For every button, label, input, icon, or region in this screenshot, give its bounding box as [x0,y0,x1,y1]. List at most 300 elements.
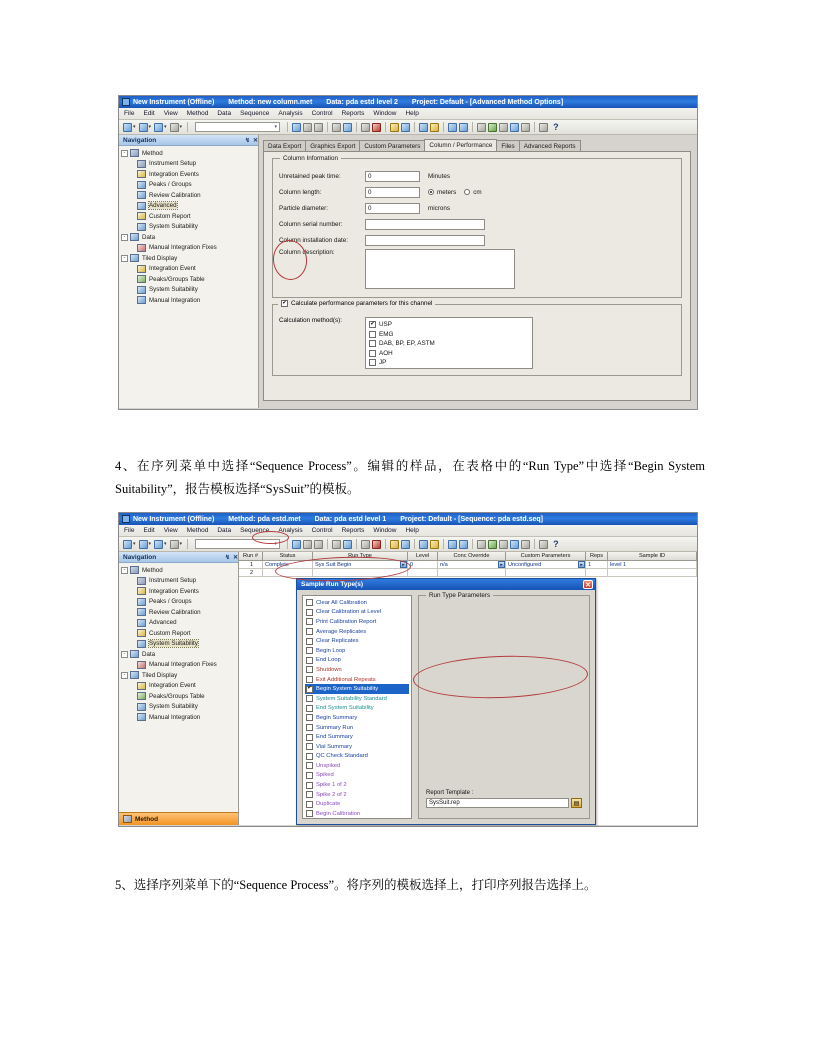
checkbox-dab-bp-ep-astm[interactable] [369,340,376,347]
menu-item-sequence[interactable]: Sequence [240,527,270,534]
grid-column-level[interactable]: Level [408,552,438,560]
calculation-method-label: USP [379,321,392,329]
toolbar-2[interactable] [119,537,697,552]
run-type-item-summary-run[interactable] [305,723,409,733]
nav-item-manual-integration-fixes[interactable] [121,243,258,254]
cut-icon[interactable] [292,540,301,549]
toolbar-1[interactable] [119,120,697,135]
pin-icon[interactable]: ↯ [244,137,250,144]
pin-icon[interactable]: ↯ [224,554,230,561]
new-icon[interactable] [123,123,132,132]
calculation-method-row[interactable] [369,339,529,349]
save-icon[interactable] [154,540,163,549]
unretained-peak-time-input[interactable]: 0 [365,171,420,182]
tree-expander-icon[interactable]: - [121,255,128,262]
checkbox-end-system-suitability[interactable] [306,705,313,712]
close-icon[interactable]: ✕ [232,554,238,561]
copy-icon[interactable] [303,123,312,132]
cell-status[interactable] [263,561,313,568]
new-icon[interactable] [123,540,132,549]
nav-item-review-calibration[interactable] [121,190,258,201]
tabstrip-1[interactable] [259,138,697,151]
column-serial-number-input[interactable] [365,219,485,230]
calibration-icon [137,191,146,199]
run-type-item-begin-loop[interactable] [305,646,409,656]
nav-item-system-suitability[interactable] [121,285,258,296]
titlebar-data: Data: pda estd level 1 [314,515,387,523]
chromatogram-icon[interactable] [448,123,457,132]
chromatogram-icon[interactable] [448,540,457,549]
unit-meters-radio[interactable] [428,189,434,195]
toolbar-divider [443,539,444,549]
tab-advanced-reports[interactable]: Advanced Reports [519,140,581,151]
cell-custom-parameters[interactable] [506,569,586,576]
tab-column-performance[interactable]: Column / Performance [424,139,497,151]
cell-level[interactable] [408,561,438,568]
calculation-method-label: DAB, BP, EP, ASTM [379,340,435,348]
checkbox-qc-check-standard[interactable] [306,753,313,760]
calculation-method-row[interactable] [369,320,529,330]
calculation-method-row[interactable] [369,349,529,359]
checkbox-begin-summary[interactable] [306,714,313,721]
grid-column-conc-override[interactable]: Conc Override [438,552,506,560]
run-type-item-begin-system-suitability[interactable] [305,684,409,694]
nav-item-manual-integration[interactable] [121,295,258,306]
open-dropdown-icon[interactable]: ▾ [148,124,152,130]
edit-report-icon[interactable] [430,123,439,132]
nav-item-method[interactable] [121,565,238,576]
column-serial-number-label: Column serial number: [279,220,343,228]
nav-item-manual-integration-fixes[interactable] [121,660,238,671]
cell-reps[interactable] [586,561,608,568]
run-type-parameters-group [418,592,590,819]
toolbar-divider [534,539,535,549]
checkbox-system-suitability-standard[interactable] [306,695,313,702]
particle-diameter-input[interactable]: 0 [365,203,420,214]
run-icon[interactable] [488,123,497,132]
clock-icon[interactable] [521,123,530,132]
run-type-item-clear-replicates[interactable] [305,636,409,646]
column-description-input[interactable] [365,249,515,289]
integration-events-icon[interactable] [361,540,370,549]
help-icon[interactable]: ? [553,122,559,132]
run-icon[interactable] [488,540,497,549]
single-run-icon[interactable] [510,540,519,549]
checkbox-clear-replicates[interactable] [306,638,313,645]
cell-text: 1 [249,561,254,568]
custom-report-icon[interactable] [390,540,399,549]
run-type-item-end-loop[interactable] [305,656,409,666]
cell-text: n/a [440,561,448,568]
menu-item-reports[interactable]: Reports [341,527,365,534]
copy-icon[interactable] [303,540,312,549]
cell-text: 0 [410,561,414,568]
toolbar-divider [356,539,357,549]
nav-item-label: System Suitability [149,703,198,711]
calculate-performance-checkbox-wrap[interactable] [278,300,435,307]
run-type-item-clear-all-calibration[interactable] [305,598,409,608]
sequence-grid-body[interactable] [239,561,697,577]
tree-expander-icon[interactable]: - [121,672,128,679]
nav-item-tiled-display[interactable] [121,253,258,264]
method-status-bar[interactable] [119,812,238,825]
tree-expander-icon[interactable]: - [121,150,128,157]
menu-item-view[interactable]: View [163,110,178,117]
checkbox-shutdown[interactable] [306,666,313,673]
checkbox-duplicate[interactable] [306,801,313,808]
grid-column-run-type[interactable]: Run Type [313,552,408,560]
report-template-input[interactable]: SysSuit.rep [426,798,569,808]
tools-icon[interactable] [539,123,548,132]
run-type-item-vial-summary[interactable] [305,742,409,752]
nav-item-label: Manual Integration [149,296,201,304]
cell-conc-override[interactable] [438,569,506,576]
instrument-setup-icon[interactable] [332,540,341,549]
instruction-paragraph-4: 4、在序列菜单中选择“Sequence Process”。编辑的样品，在表格中的“Run Type”中选择“Begin System Suitability”，报告模板选择“SysSuit”的模板。 [115,459,705,496]
run-type-item-print-calibration-report[interactable] [305,617,409,627]
nav-item-label: Instrument Setup [149,160,197,168]
run-type-label: Print Calibration Report [316,618,377,625]
tree-expander-icon[interactable]: - [121,651,128,658]
run-type-item-shutdown[interactable] [305,665,409,675]
checkbox-end-summary[interactable] [306,734,313,741]
tree-expander-icon[interactable]: - [121,567,128,574]
menu-item-edit[interactable]: Edit [143,110,155,117]
checkbox-clear-all-calibration[interactable] [306,599,313,606]
cell-text: Unconfigured [508,561,542,568]
toolbar-divider [472,539,473,549]
print-dropdown-icon[interactable]: ▾ [179,541,183,547]
checkbox-spike-1-of-2[interactable] [306,782,313,789]
nav-item-data[interactable] [121,649,238,660]
peaks-groups-icon[interactable] [343,540,352,549]
review-calibration-icon[interactable] [401,540,410,549]
window-titlebar-1 [119,96,697,108]
stop-icon[interactable] [477,123,486,132]
menu-item-method[interactable]: Method [186,527,209,534]
close-icon[interactable]: ✕ [252,137,258,144]
menu-item-data[interactable]: Data [217,527,232,534]
checkbox-begin-system-suitability[interactable] [306,686,313,693]
menu-item-help[interactable]: Help [405,110,419,117]
unretained-peak-time-label: Unretained peak time: [279,172,341,180]
peaks-groups-icon[interactable] [343,123,352,132]
cell-level[interactable] [408,569,438,576]
grid-column-run[interactable]: Run # [239,552,263,560]
checkbox-print-calibration-report[interactable] [306,618,313,625]
method-status-label: Method [135,815,159,823]
suitability-icon [137,703,146,711]
edit-report-icon[interactable] [430,540,439,549]
integration-events-icon[interactable] [361,123,370,132]
checkbox-vial-summary[interactable] [306,743,313,750]
table-row[interactable] [239,561,697,569]
menu-item-analysis[interactable]: Analysis [278,110,303,117]
table-icon [137,275,146,283]
calculate-performance-checkbox[interactable] [281,300,288,307]
grid-column-status[interactable]: Status [263,552,313,560]
menu-item-edit[interactable]: Edit [143,527,155,534]
column-information-group [272,155,682,298]
run-type-label: Unspiked [316,762,341,769]
nav-item-label: Integration Event [149,265,196,273]
nav-item-label: Integration Events [149,170,199,178]
checkbox-jp[interactable] [369,359,376,366]
cell-custom-parameters[interactable] [506,561,586,568]
method-combo[interactable] [195,122,280,132]
nav-item-peaks-groups[interactable] [121,597,238,608]
menu-item-help[interactable]: Help [405,527,419,534]
menu-item-control[interactable]: Control [311,527,333,534]
checkbox-summary-run[interactable] [306,724,313,731]
stop-icon[interactable] [477,540,486,549]
grid-column-custom-parameters[interactable]: Custom Parameters [506,552,586,560]
cell-dropdown-icon[interactable]: ▸ [498,561,505,568]
cell-dropdown-icon[interactable]: ▸ [578,561,585,568]
menu-item-window[interactable]: Window [373,110,397,117]
method-icon [130,149,139,157]
nav-item-custom-report[interactable] [121,628,238,639]
nav-item-advanced[interactable] [121,618,238,629]
nav-item-label: Peaks/Groups Table [149,275,205,283]
print-icon[interactable] [170,540,179,549]
checkbox-average-replicates[interactable] [306,628,313,635]
open-dropdown-icon[interactable]: ▾ [148,541,152,547]
nav-item-instrument-setup[interactable] [121,576,238,587]
close-icon[interactable]: ✕ [583,580,593,589]
navigation-title: Navigation [123,553,157,561]
run-type-item-unspiked[interactable] [305,761,409,771]
tools-icon[interactable] [539,540,548,549]
peaks-icon [137,598,146,606]
nav-item-integration-events[interactable] [121,169,258,180]
checkbox-aoh[interactable] [369,350,376,357]
column-installation-date-label: Column installation date: [279,236,348,244]
chevron-down-icon[interactable]: ▾ [274,124,278,130]
navigation-tree-2[interactable] [119,563,238,812]
save-dropdown-icon[interactable]: ▾ [164,124,167,130]
cell-run[interactable] [239,561,263,568]
spectrum-icon[interactable] [459,540,468,549]
checkbox-spiked[interactable] [306,772,313,779]
nav-item-tiled-display[interactable] [121,670,238,681]
report-icon [137,629,146,637]
checkbox-unspiked[interactable] [306,762,313,769]
nav-item-system-suitability[interactable] [121,222,258,233]
run-type-item-begin-calibration[interactable] [305,809,409,819]
run-type-item-duplicate[interactable] [305,799,409,809]
nav-item-label: System Suitability [149,223,198,231]
run-type-item-average-replicates[interactable] [305,627,409,637]
run-type-label: Average Replicates [316,628,367,635]
new-dropdown-icon[interactable]: ▾ [133,124,136,130]
checkbox-begin-calibration[interactable] [306,810,313,817]
menu-item-file[interactable]: File [124,527,135,534]
calculation-methods-list[interactable] [365,317,533,369]
paste-icon[interactable] [314,123,323,132]
unit-meters-label: meters [437,188,457,196]
menubar-2[interactable] [119,525,697,537]
open-icon[interactable] [139,540,148,549]
cell-text: Complete [265,561,289,568]
cell-status[interactable] [263,569,313,576]
nav-item-integration-event[interactable] [121,264,258,275]
menubar-1[interactable] [119,108,697,120]
column-description-row [279,249,675,289]
print-icon[interactable] [170,123,179,132]
cell-sample-id[interactable] [608,561,697,568]
nav-item-integration-event[interactable] [121,681,238,692]
sequence-grid-header[interactable] [239,552,697,561]
menu-item-window[interactable]: Window [373,527,397,534]
tiled-icon [130,671,139,679]
cell-run[interactable] [239,569,263,576]
cut-icon[interactable] [292,123,301,132]
save-dropdown-icon[interactable]: ▾ [164,541,167,547]
nav-item-label: Manual Integration Fixes [149,661,217,669]
nav-item-method[interactable] [121,148,258,159]
nav-item-label: Peaks/Groups Table [149,692,205,700]
checkbox-end-loop[interactable] [306,657,313,664]
nav-item-peaks-groups-table[interactable] [121,274,258,285]
titlebar-instrument: New Instrument (Offline) [133,515,215,523]
checkbox-spike-2-of-2[interactable] [306,791,313,798]
tab-files[interactable]: Files [496,140,519,151]
grid-column-sample-id[interactable]: Sample ID [608,552,697,560]
manual-fix-icon [137,244,146,252]
run-type-item-system-suitability-standard[interactable] [305,694,409,704]
advanced-options-icon[interactable] [419,123,428,132]
nav-item-label: Manual Integration [149,713,201,721]
review-calibration-icon[interactable] [401,123,410,132]
dialog-title: Sample Run Type(s) [301,581,364,588]
table-row[interactable] [239,569,697,577]
toolbar-divider [414,122,415,132]
navigation-tree-1[interactable] [119,146,258,408]
instrument-icon [137,577,146,585]
run-types-list[interactable] [302,595,412,819]
sequence-combo[interactable] [195,539,280,549]
run-type-item-qc-check-standard[interactable] [305,752,409,762]
folder-icon[interactable]: ▤ [571,798,582,808]
nav-item-advanced[interactable] [121,201,258,212]
help-icon[interactable]: ? [553,539,559,549]
cell-conc-override[interactable] [438,561,506,568]
column-information-title: Column Information [280,155,341,162]
manual-integration-icon[interactable] [372,540,381,549]
nav-item-label: Custom Report [149,212,191,220]
nav-item-data[interactable] [121,232,258,243]
cell-dropdown-icon[interactable]: ▸ [400,561,407,568]
menu-item-reports[interactable]: Reports [341,110,365,117]
run-type-item-exit-additional-repeats[interactable] [305,675,409,685]
column-installation-date-input[interactable] [365,235,485,246]
checkbox-exit-additional-repeats[interactable] [306,676,313,683]
menu-item-data[interactable]: Data [217,110,232,117]
nav-item-integration-events[interactable] [121,586,238,597]
cell-text: Sys Suit Begin [315,561,352,568]
calculation-method-row[interactable] [369,358,529,368]
manual-integration-icon[interactable] [372,123,381,132]
screenshot-sequence-run-types [118,512,698,827]
menu-item-sequence[interactable]: Sequence [240,110,270,117]
nav-item-manual-integration[interactable] [121,712,238,723]
pause-icon[interactable] [499,540,508,549]
menu-item-control[interactable]: Control [311,110,333,117]
print-dropdown-icon[interactable]: ▾ [179,124,183,130]
cell-reps[interactable] [586,569,608,576]
peaks-icon [137,181,146,189]
tab-custom-parameters[interactable]: Custom Parameters [359,140,425,151]
checkbox-begin-loop[interactable] [306,647,313,654]
run-type-label: End Summary [316,734,353,741]
integration-icon [137,265,146,273]
navigation-title: Navigation [123,136,157,144]
run-type-item-clear-calibration-at-level[interactable] [305,608,409,618]
menu-item-file[interactable]: File [124,110,135,117]
run-type-item-end-system-suitability[interactable] [305,704,409,714]
cell-run-type[interactable] [313,561,408,568]
nav-item-custom-report[interactable] [121,211,258,222]
checkbox-emg[interactable] [369,331,376,338]
custom-report-icon[interactable] [390,123,399,132]
nav-item-peaks-groups-table[interactable] [121,691,238,702]
nav-item-system-suitability[interactable] [121,702,238,713]
save-icon[interactable] [154,123,163,132]
run-type-item-begin-summary[interactable] [305,713,409,723]
tab-data-export[interactable]: Data Export [263,140,306,151]
nav-item-label: Integration Events [149,587,199,595]
column-length-input[interactable]: 0 [365,187,420,198]
tab-graphics-export[interactable]: Graphics Export [305,140,360,151]
menu-item-analysis[interactable]: Analysis [278,527,303,534]
advanced-options-icon[interactable] [419,540,428,549]
paste-icon[interactable] [314,540,323,549]
cell-sample-id[interactable] [608,569,697,576]
nav-item-instrument-setup[interactable] [121,159,258,170]
grid-column-reps[interactable]: Reps [586,552,608,560]
single-run-icon[interactable] [510,123,519,132]
nav-item-system-suitability[interactable] [121,639,238,650]
instrument-setup-icon[interactable] [332,123,341,132]
run-type-item-spike-1-of-2[interactable] [305,780,409,790]
calculation-method-row[interactable] [369,330,529,340]
clock-icon[interactable] [521,540,530,549]
checkbox-usp[interactable] [369,321,376,328]
nav-item-peaks-groups[interactable] [121,180,258,191]
chevron-down-icon[interactable]: ▾ [274,541,278,547]
pause-icon[interactable] [499,123,508,132]
run-type-item-end-summary[interactable] [305,732,409,742]
menu-item-method[interactable]: Method [186,110,209,117]
navigation-panel-1 [119,135,259,408]
nav-item-review-calibration[interactable] [121,607,238,618]
report-template-block [426,790,582,808]
new-dropdown-icon[interactable]: ▾ [133,541,136,547]
tree-expander-icon[interactable]: - [121,234,128,241]
integration-icon [137,682,146,690]
calculation-methods-row [279,317,675,369]
run-type-item-spike-2-of-2[interactable] [305,790,409,800]
unit-cm-radio[interactable] [464,189,470,195]
run-type-item-spiked[interactable] [305,771,409,781]
open-icon[interactable] [139,123,148,132]
cell-run-type[interactable] [313,569,408,576]
spectrum-icon[interactable] [459,123,468,132]
checkbox-clear-calibration-at-level[interactable] [306,609,313,616]
menu-item-view[interactable]: View [163,527,178,534]
nav-item-label: Peaks / Groups [149,181,192,189]
